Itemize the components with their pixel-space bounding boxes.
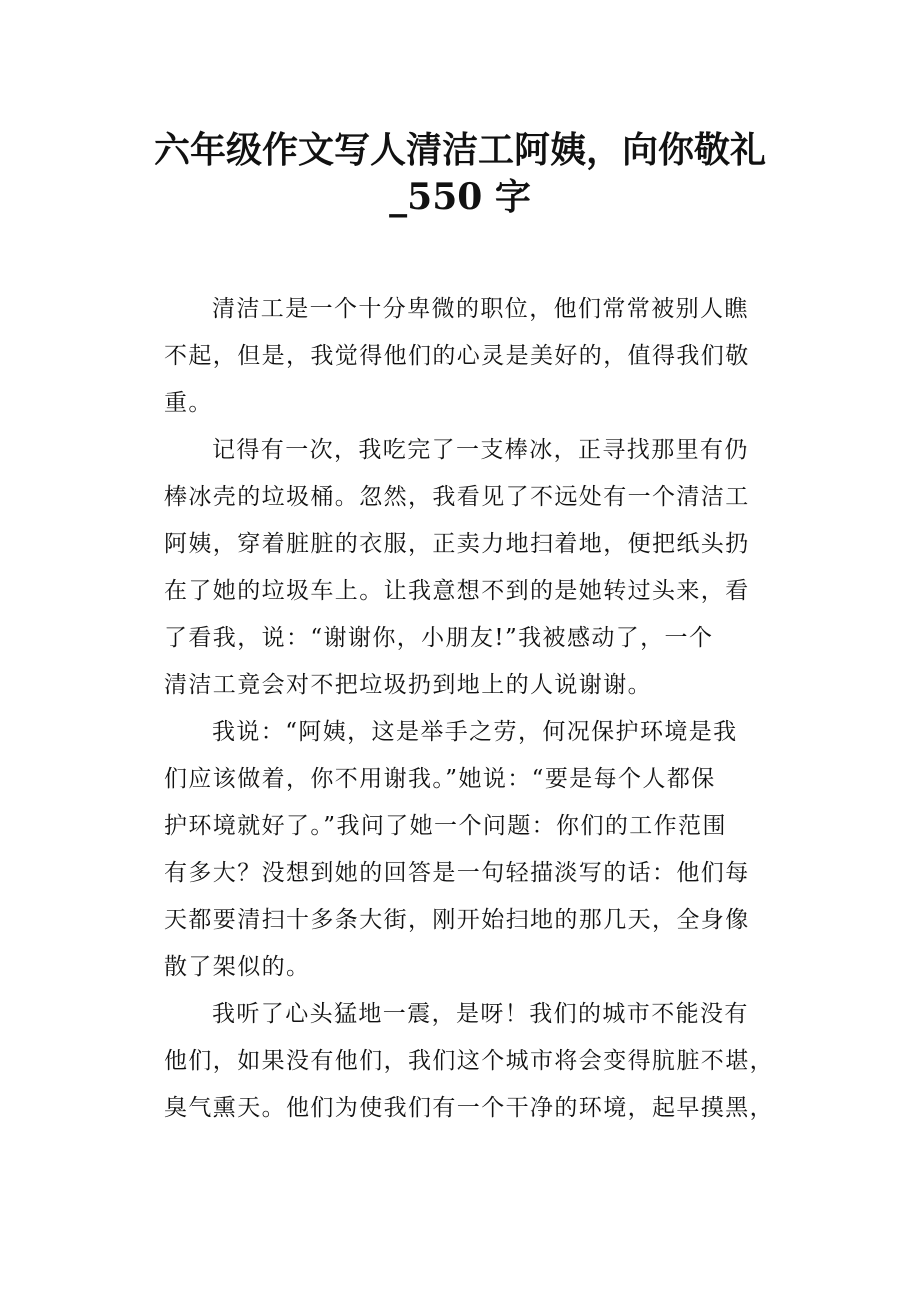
paragraph-line: 们应该做着，你不用谢我。”她说：“要是每个人都保 [164,766,716,792]
title-line: _550 字 [389,176,531,218]
paragraph [164,991,774,1132]
document-body [164,286,774,1132]
paragraph-line: 我说：“阿姨，这是举手之劳，何况保护环境是我 [212,719,738,745]
document-title [150,124,770,218]
paragraph [164,286,768,427]
paragraph-line: 阿姨，穿着脏脏的衣服，正卖力地扫着地，便把纸头扔 [164,531,750,557]
paragraph-line: 清洁工是一个十分卑微的职位，他们常常被别人瞧 [212,296,749,322]
paragraph-line: 了看我，说：“谢谢你，小朋友!”我被感动了，一个 [164,625,714,651]
paragraph-line: 记得有一次，我吃完了一支棒冰，正寻找那里有仍 [212,437,749,463]
title-line: 六年级作文写人清洁工阿姨，向你敬礼 [153,129,766,171]
paragraph-line: 不起，但是，我觉得他们的心灵是美好的，值得我们敬 [164,343,750,369]
paragraph [164,709,768,991]
paragraph-line: 棒冰壳的垃圾桶。忽然，我看见了不远处有一个清洁工 [164,484,750,510]
paragraph-line: 臭气熏天。他们为使我们有一个干净的环境，起早摸黑， [164,1095,774,1121]
paragraph-line: 有多大？没想到她的回答是一句轻描淡写的话：他们每 [164,860,750,886]
paragraph-line: 他们，如果没有他们，我们这个城市将会变得肮脏不堪， [164,1048,774,1074]
paragraph [164,427,768,709]
paragraph-line: 我听了心头猛地一震，是呀！我们的城市不能没有 [212,1001,749,1027]
paragraph-line: 在了她的垃圾车上。让我意想不到的是她转过头来，看 [164,578,750,604]
paragraph-line: 护环境就好了。”我问了她一个问题：你们的工作范围 [164,813,727,839]
paragraph-line: 清洁工竟会对不把垃圾扔到地上的人说谢谢。 [164,672,652,698]
paragraph-line: 重。 [164,390,213,416]
paragraph-line: 天都要清扫十多条大街，刚开始扫地的那几天，全身像 [164,907,750,933]
paragraph-line: 散了架似的。 [164,954,311,980]
